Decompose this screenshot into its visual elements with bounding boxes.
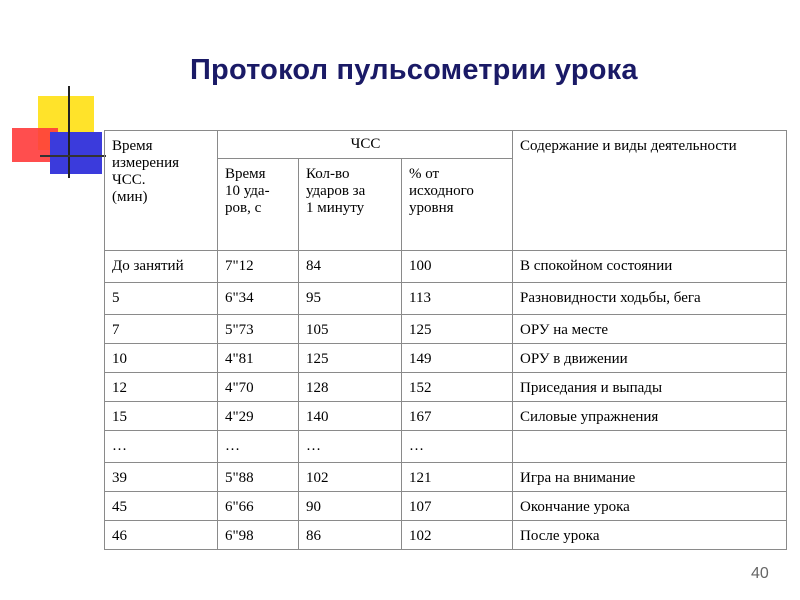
cell-pct: … bbox=[402, 431, 513, 463]
cell-time: 10 bbox=[105, 344, 218, 373]
pulse-protocol-table bbox=[104, 130, 787, 550]
cell-pct: 125 bbox=[402, 315, 513, 344]
cell-pct: 121 bbox=[402, 463, 513, 492]
cell-t10: 6"98 bbox=[218, 521, 299, 550]
cell-beats: 102 bbox=[299, 463, 402, 492]
table-row bbox=[105, 373, 787, 402]
cell-t10: 4"81 bbox=[218, 344, 299, 373]
cell-time: 46 bbox=[105, 521, 218, 550]
cell-time: … bbox=[105, 431, 218, 463]
header-time10: Время 10 уда- ров, с bbox=[218, 158, 299, 250]
cell-time: 7 bbox=[105, 315, 218, 344]
cell-beats: 84 bbox=[299, 251, 402, 283]
cell-pct: 113 bbox=[402, 283, 513, 315]
cell-activity: Приседания и выпады bbox=[513, 373, 787, 402]
table-body bbox=[105, 251, 787, 550]
cell-pct: 152 bbox=[402, 373, 513, 402]
slide-title: Протокол пульсометрии урока bbox=[190, 54, 638, 86]
cell-activity: В спокойном состоянии bbox=[513, 251, 787, 283]
cell-activity: Окончание урока bbox=[513, 492, 787, 521]
table-row bbox=[105, 251, 787, 283]
cell-t10: 6"34 bbox=[218, 283, 299, 315]
header-hr-group: ЧСС bbox=[218, 131, 513, 159]
header-percent: % от исходного уровня bbox=[402, 158, 513, 250]
cell-pct: 107 bbox=[402, 492, 513, 521]
cell-beats: 105 bbox=[299, 315, 402, 344]
decor-blue-square bbox=[50, 132, 102, 174]
cell-activity: Игра на внимание bbox=[513, 463, 787, 492]
cell-pct: 149 bbox=[402, 344, 513, 373]
cell-time: 15 bbox=[105, 402, 218, 431]
cell-t10: 6"66 bbox=[218, 492, 299, 521]
table-row bbox=[105, 521, 787, 550]
cell-activity bbox=[513, 431, 787, 463]
cell-time: До занятий bbox=[105, 251, 218, 283]
cell-pct: 102 bbox=[402, 521, 513, 550]
cell-time: 5 bbox=[105, 283, 218, 315]
table-row bbox=[105, 431, 787, 463]
cell-beats: 86 bbox=[299, 521, 402, 550]
cell-time: 39 bbox=[105, 463, 218, 492]
cell-t10: 7"12 bbox=[218, 251, 299, 283]
page-number: 40 bbox=[751, 565, 769, 582]
cell-time: 12 bbox=[105, 373, 218, 402]
cell-pct: 100 bbox=[402, 251, 513, 283]
cell-beats: 90 bbox=[299, 492, 402, 521]
cell-activity: Силовые упражнения bbox=[513, 402, 787, 431]
cell-t10: 5"88 bbox=[218, 463, 299, 492]
table-row bbox=[105, 402, 787, 431]
cell-activity: ОРУ на месте bbox=[513, 315, 787, 344]
cell-beats: … bbox=[299, 431, 402, 463]
cell-activity: Разновидности ходьбы, бега bbox=[513, 283, 787, 315]
cell-t10: 5"73 bbox=[218, 315, 299, 344]
cell-t10: … bbox=[218, 431, 299, 463]
cell-beats: 128 bbox=[299, 373, 402, 402]
header-row-1 bbox=[105, 131, 787, 159]
table-row bbox=[105, 283, 787, 315]
cell-beats: 140 bbox=[299, 402, 402, 431]
cell-t10: 4"70 bbox=[218, 373, 299, 402]
header-time: Время измерения ЧСС. (мин) bbox=[105, 131, 218, 251]
cell-activity: ОРУ в движении bbox=[513, 344, 787, 373]
table-row bbox=[105, 463, 787, 492]
header-beats: Кол-во ударов за 1 минуту bbox=[299, 158, 402, 250]
cell-activity: После урока bbox=[513, 521, 787, 550]
decor-horizontal-line bbox=[40, 155, 106, 157]
cell-t10: 4"29 bbox=[218, 402, 299, 431]
header-activity: Содержание и виды деятельности bbox=[513, 131, 787, 251]
cell-beats: 95 bbox=[299, 283, 402, 315]
cell-beats: 125 bbox=[299, 344, 402, 373]
table-row bbox=[105, 315, 787, 344]
decor-vertical-line bbox=[68, 86, 70, 178]
table-row bbox=[105, 344, 787, 373]
table-row bbox=[105, 492, 787, 521]
cell-time: 45 bbox=[105, 492, 218, 521]
cell-pct: 167 bbox=[402, 402, 513, 431]
